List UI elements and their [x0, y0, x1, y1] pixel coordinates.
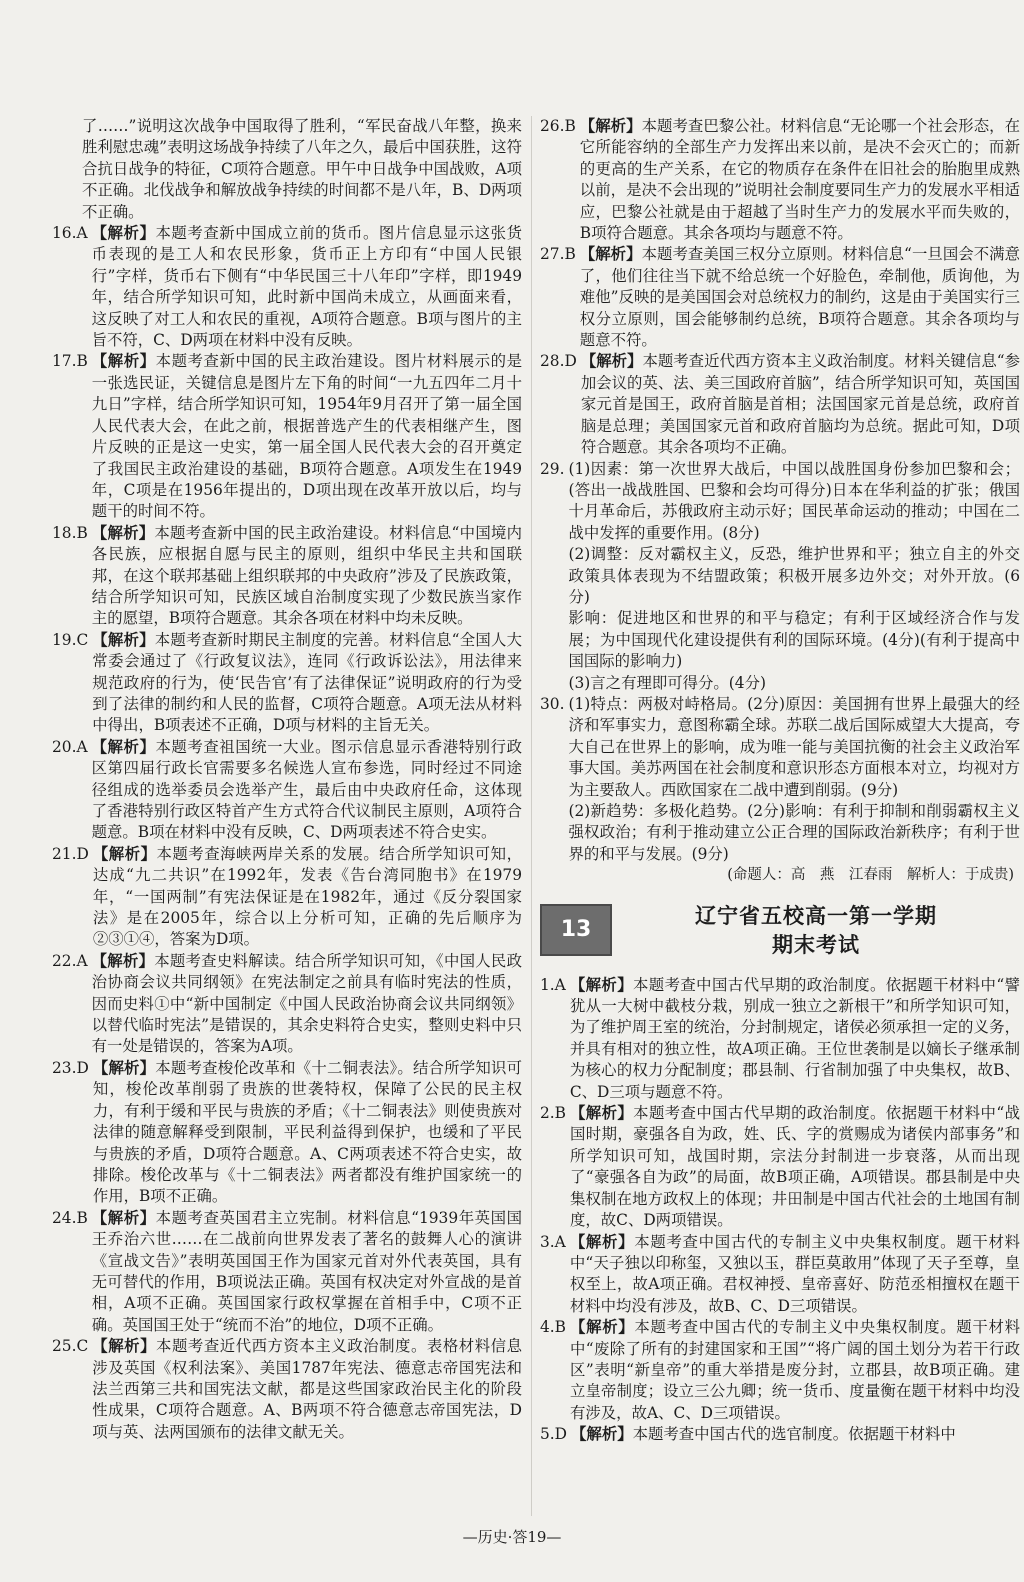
answer-body [581, 351, 1020, 458]
answer-text: 本题考查中国古代的选官制度。依据题干材料中 [632, 1425, 956, 1444]
answer-part: 影响：促进地区和世界的和平与稳定；有利于区域经济合作与发展；为中国现代化建设提供有利的国际环境。(4分)(有利于提高中国国际的影响力) [568, 609, 1020, 671]
analysis-tag: 【解析】 [580, 352, 643, 371]
answer-body [570, 1232, 1020, 1318]
answer-body [570, 1317, 1020, 1424]
answer-number: 4.B [540, 1318, 566, 1337]
answer-number: 1.A [540, 975, 566, 994]
section-answer-list [540, 975, 1020, 1446]
answer-body [92, 351, 522, 522]
answer-number: 20.A [52, 737, 88, 756]
analysis-tag: 【解析】 [91, 1208, 156, 1227]
answer-item [540, 975, 1020, 1103]
analysis-tag: 【解析】 [92, 630, 155, 649]
answer-item [52, 523, 522, 630]
answer-text: 本题考查美国三权分立原则。材料信息“一旦国会不满意了，他们往往当下就不给总统一个好脸色，牵制他，质询他，为难他”反映的是美国国会对总统权力的制约，这是由于美国实行三权分立原则，国会能够制约总统，B项符合题意。其余各项均与题意不符。 [579, 245, 1020, 350]
analysis-tag: 【解析】 [91, 352, 156, 371]
analysis-tag: 【解析】 [92, 1337, 157, 1356]
answer-body [93, 1058, 522, 1208]
answer-item-30 [540, 694, 1020, 865]
answer-body [92, 523, 522, 630]
analysis-tag: 【解析】 [569, 975, 633, 994]
analysis-tag: 【解析】 [569, 1232, 635, 1251]
page-footer: —历史·答19— [462, 1528, 562, 1546]
left-column [52, 116, 522, 1443]
answer-item [540, 351, 1020, 458]
column-divider [531, 116, 532, 1516]
answer-item [52, 951, 522, 1058]
answer-text: 本题考查中国古代早期的政治制度。依据题干材料中“战国时期，豪强各自为政，姓、氏、字的赏赐成为诸侯内部事务”和所学知识可知，战国时期，宗法分封制进一步衰落，从而出现了“豪强各自为政”的局面，故B项正确，A项错误。郡县制是中央集权制在地方政权上的体现；井田制是中国古代社会的土地国有制度，故C、D两项错误。 [570, 1104, 1020, 1230]
answer-text: 本题考查巴黎公社。材料信息“无论哪一个社会形态，在它所能容纳的全部生产力发挥出来以前，是决不会灭亡的；而新的更高的生产关系，在它的物质存在条件在旧社会的胎胞里成熟以前，是决不会出现的”说明社会制度要同生产力的发展水平相适应，巴黎公社就是由于超越了当时生产力的发展水平而失败的，B项符合题意。其余各项均与题意不符。 [579, 117, 1020, 243]
answer-item [52, 1336, 522, 1443]
answer-body [92, 1336, 522, 1443]
answer-text: 本题考查近代西方资本主义政治制度。材料关键信息“参加会议的英、法、美三国政府首脑”，结合所学知识可知，英国国家元首是国王，政府首脑是首相；法国国家元首是总统，政府首脑是总理；美国国家元首和政府首脑均为总统。据此可知，D项符合题意。其余各项均不正确。 [580, 352, 1020, 457]
answer-part: (3)言之有理即可得分。(4分) [568, 673, 766, 692]
answer-number: 23.D [52, 1058, 89, 1077]
answer-number: 28.D [540, 352, 577, 371]
answer-number: 26.B [540, 117, 576, 135]
answer-item [540, 1103, 1020, 1231]
answer-text: 本题考查新中国的民主政治建设。图片材料展示的是一张选民证，关键信息是图片左下角的时间“一九五四年二月十九日”字样，结合所学知识可知，1954年9月召开了第一届全国人民代表大会，在此之前，根据普选产生的代表相继产生，图片反映的正是这一史实，第一届全国人民代表大会的召开奠定了我国民主政治建设的基础，B项符合题意。A项发生在1949年，C项是在1956年提出的，D项出现在改革开放以后，均与题干的时间不符。 [91, 352, 522, 521]
section-number-badge: 13 [540, 904, 612, 956]
section-title-line2: 期末考试 [772, 931, 860, 957]
answer-text: 本题考查中国古代的专制主义中央集权制度。题干材料中“废除了所有的封建国家和王国”“将广阔的国土划分为若干行政区”表明“新皇帝”的重大举措是废分封，立郡县，故B项正确。建立皇帝制度；设立三公九卿；统一货币、度量衡在题干材料中均没有涉及，故A、C、D三项错误。 [570, 1318, 1020, 1422]
answer-body [580, 116, 1020, 244]
answer-text: 本题考查祖国统一大业。图示信息显示香港特别行政区第四届行政长官需要多名候选人宣布参选，同时经过不同途径组成的选举委员会选举产生，最后由中央政府任命，这体现了香港特别行政区特首产生方式符合代议制民主原则，A项符合题意。B项在材料中没有反映，C、D两项表述不符合史实。 [91, 737, 522, 842]
answer-number: 21.D [52, 844, 89, 863]
section-title-line1: 辽宁省五校高一第一学期 [695, 902, 937, 928]
answer-item [52, 1208, 522, 1336]
answer-number: 18.B [52, 523, 88, 542]
answer-item [52, 223, 522, 351]
answer-number: 5.D [540, 1425, 568, 1444]
answer-text: 本题考查新中国的民主政治建设。材料信息“中国境内各民族，应根据自愿与民主的原则，组织中华民主共和国联邦，在这个联邦基础上组织联邦的中央政府”涉及了民族政策，结合所学知识可知，民族区域自治制度实现了少数民族当家作主的愿望，B项符合题意。其余各项在材料中均未反映。 [91, 523, 522, 628]
answer-part: (1)特点：两极对峙格局。(2分)原因：美国拥有世界上最强大的经济和军事实力，意图称霸全球。苏联二战后国际威望大大提高，夸大自己在世界上的影响，成为唯一能与美国抗衡的社会主义政治军事大国。美苏两国在社会制度和意识形态方面根本对立，均视对方为主要敌人。西欧国家在二战中遭到削弱。(9分) [568, 694, 1020, 799]
author-credit: (命题人：高 燕 江春雨 解析人：于成贵) [727, 867, 1014, 884]
answer-body [580, 244, 1020, 351]
answer-body [570, 975, 1020, 1103]
analysis-tag: 【解析】 [570, 1104, 634, 1123]
left-answer-list [52, 223, 522, 1443]
answer-text: 本题考查近代西方资本主义政治制度。表格材料信息涉及英国《权利法案》、美国1787年宪法、德意志帝国宪法和法兰西第三共和国宪法文献，都是这些国家政治民主化的阶段性成果，C项符合题意。A、B两项不符合德意志帝国宪法，D项与英、法两国颁布的法律文献无关。 [92, 1337, 522, 1441]
analysis-tag: 【解析】 [91, 951, 155, 970]
section-title [612, 901, 1020, 959]
answer-body [568, 459, 1020, 694]
answer-number: 27.B [540, 245, 576, 264]
answer-number: 29. [540, 459, 565, 478]
answer-item [540, 116, 1020, 244]
answer-number: 19.C [52, 630, 89, 649]
answer-body [568, 694, 1020, 865]
analysis-tag: 【解析】 [579, 117, 642, 135]
answer-body [92, 737, 522, 844]
continued-paragraph: 了……”说明这次战争中国取得了胜利，“军民奋战八年整，换来胜利慰忠魂”表明这场战争持续了八年之久，最后中国获胜，这符合抗日战争的特征，C项符合题意。甲午中日战争中国战败，A项不正确。北伐战争和解放战争持续的时间都不是八年，B、D两项不正确。 [82, 117, 522, 221]
answer-number: 22.A [52, 951, 88, 970]
answer-item [540, 1317, 1020, 1424]
answer-item [52, 351, 522, 522]
answer-text: 本题考查中国古代早期的政治制度。依据题干材料中“譬犹从一大树中截枝分栽，别成一独立之新根干”和所学知识可知，为了维护周王室的统治，分封制规定，诸侯必须承担一定的义务，并具有相对的独立性，故A项正确。王位世袭制是以嫡长子继承制为核心的权力分配制度；郡县制、行省制加强了中央集权，故B、C、D三项与题意不符。 [569, 975, 1020, 1101]
answer-text: 本题考查海峡两岸关系的发展。结合所学知识可知，达成“九二共识”在1992年，发表《告台湾同胞书》在1979年，“一国两制”有宪法保证是在1982年，通过《反分裂国家法》是在2005年，综合以上分析可知，正确的先后顺序为②③①④，答案为D项。 [92, 844, 522, 949]
answer-item [540, 1424, 1020, 1445]
answer-item [52, 844, 522, 951]
answer-part: (2)新趋势：多极化趋势。(2分)影响：有利于抑制和削弱霸权主义强权政治；有利于推动建立公正合理的国际政治新秩序；有利于世界的和平与发展。(9分) [568, 802, 1020, 863]
answer-text: 本题考查史料解读。结合所学知识可知，《中国人民政治协商会议共同纲领》在宪法制定之前具有临时宪法的性质，因而史料①中“新中国制定《中国人民政治协商会议共同纲领》以替代临时宪法”是错误的，其余史料符合史实，整则史料中只有一处是错误的，答案为A项。 [91, 951, 522, 1056]
answer-number: 3.A [540, 1232, 566, 1251]
answer-body [92, 630, 522, 737]
analysis-tag: 【解析】 [91, 523, 155, 542]
answer-text: 本题考查中国古代的专制主义中央集权制度。题干材料中“天子独以印称玺，又独以玉，群臣莫敢用”体现了天子至尊，皇权至上，故A项正确。君权神授、皇帝喜好、防范丞相擅权在题干材料中均没有涉及，故B、C、D三项错误。 [569, 1232, 1020, 1315]
answer-part: (1)因素：第一次世界大战后，中国以战胜国身份参加巴黎和会；(答出一战战胜国、巴黎和会均可得分)日本在华利益的扩张；俄国十月革命后，苏俄政府主动示好；国民革命运动的推动；中国在二战中发挥的重要作用。(8分) [568, 459, 1020, 542]
right-answer-list [540, 116, 1020, 459]
analysis-tag: 【解析】 [570, 1318, 635, 1337]
analysis-tag: 【解析】 [571, 1425, 633, 1444]
section-header [540, 901, 1020, 959]
answer-number: 24.B [52, 1208, 88, 1227]
answer-body [92, 1208, 522, 1336]
analysis-tag: 【解析】 [92, 1058, 156, 1077]
answer-item [540, 1232, 1020, 1318]
analysis-tag: 【解析】 [579, 245, 642, 264]
answer-body [92, 223, 522, 351]
answer-number: 2.B [540, 1104, 566, 1123]
answer-body [92, 951, 522, 1058]
analysis-tag: 【解析】 [91, 224, 156, 243]
answer-text: 本题考查新中国成立前的货币。图片信息显示这张货币表现的是工人和农民形象，货币正上方印有“中国人民银行”字样，货币右下侧有“中华民国三十八年印”字样，即1949年，结合所学知识可知，此时新中国尚未成立，从画面来看，这反映了对工人和农民的重视，A项符合题意。B项与图片的主旨不符，C、D两项在材料中没有反映。 [91, 224, 522, 350]
answer-body [571, 1424, 1020, 1445]
answer-item [52, 737, 522, 844]
answer-text: 本题考查英国君主立宪制。材料信息“1939年英国国王乔治六世……在二战前向世界发表了著名的鼓舞人心的演讲《宣战文告》”表明英国国王作为国家元首对外代表英国，具有无可替代的作用，B项说法正确。英国有权决定对外宣战的是首相，A项不正确。英国国家行政权掌握在首相手中，C项不正确。英国国王处于“统而不治”的地位，D项不正确。 [91, 1208, 522, 1334]
analysis-tag: 【解析】 [92, 844, 157, 863]
answer-item-29 [540, 459, 1020, 694]
answer-part: (2)调整：反对霸权主义，反恐，维护世界和平；独立自主的外交政策具体表现为不结盟政策；积极开展多边外交；对外开放。(6分) [568, 545, 1020, 606]
right-column [540, 116, 1020, 1446]
answer-number: 25.C [52, 1337, 89, 1356]
answer-number: 17.B [52, 352, 88, 371]
analysis-tag: 【解析】 [91, 737, 156, 756]
answer-item [52, 1058, 522, 1208]
answer-text: 本题考查梭伦改革和《十二铜表法》。结合所学知识可知，梭伦改革削弱了贵族的世袭特权，保障了公民的民主权力，有利于缓和平民与贵族的矛盾；《十二铜表法》则使贵族对法律的随意解释受到限制，平民利益得到保护，也缓和了平民与贵族的矛盾，D项符合题意。A、C两项表述不符合史实，故排除。梭伦改革与《十二铜表法》两者都没有维护国家统一的作用，B项不正确。 [92, 1058, 522, 1206]
answer-text: 本题考查新时期民主制度的完善。材料信息“全国人大常委会通过了《行政复议法》，连同《行政诉讼法》，用法律来规范政府的行为，使‘民告官’有了法律保证”说明政府的行为受到了法律的制约和人民的监督，C项符合题意。A项无法从材料中得出，B项表述不正确，D项与材料的主旨无关。 [92, 630, 522, 735]
answer-body [93, 844, 522, 951]
answer-item [52, 630, 522, 737]
answer-number: 30. [540, 694, 565, 713]
answer-number: 16.A [52, 224, 88, 243]
answer-body [570, 1103, 1020, 1231]
answer-item [540, 244, 1020, 351]
